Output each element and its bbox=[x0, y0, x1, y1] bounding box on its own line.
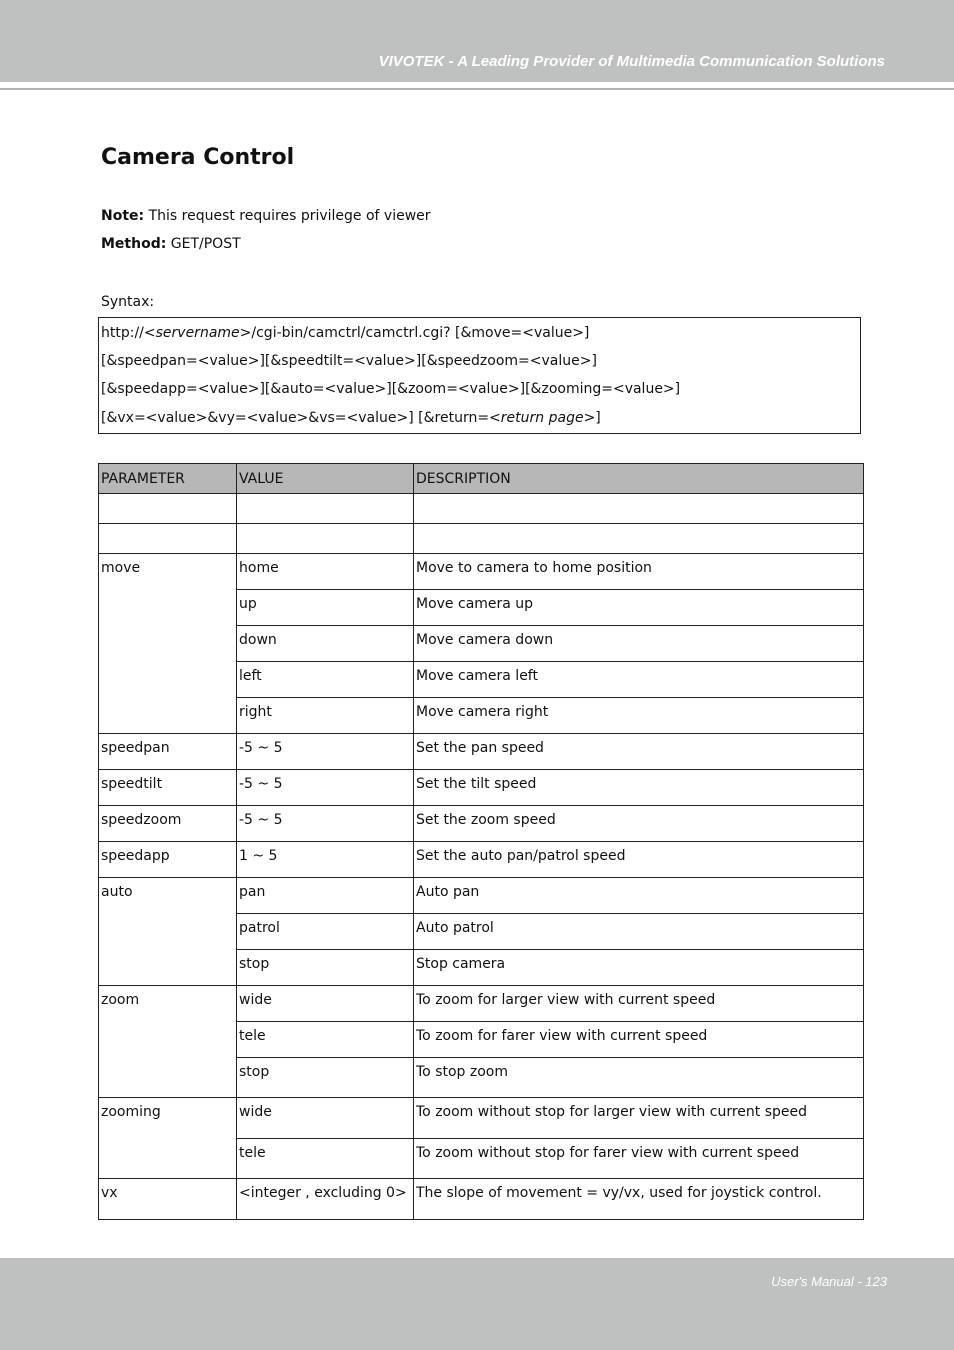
value-cell: up bbox=[237, 590, 414, 626]
table-row bbox=[99, 554, 864, 590]
value-cell: patrol bbox=[237, 914, 414, 950]
description-cell: Move camera down bbox=[414, 626, 864, 662]
description-cell: To zoom without stop for larger view with current speed bbox=[414, 1098, 864, 1139]
value-cell: down bbox=[237, 626, 414, 662]
value-cell: -5 ~ 5 bbox=[237, 770, 414, 806]
description-cell: Set the pan speed bbox=[414, 734, 864, 770]
method-label: Method: bbox=[101, 236, 167, 252]
value-cell: wide bbox=[237, 1098, 414, 1139]
syntax-text: >/cgi-bin/camctrl/camctrl.cgi? [&move=<value>] bbox=[239, 325, 590, 341]
column-header-description: DESCRIPTION bbox=[414, 464, 864, 494]
description-cell: To zoom without stop for farer view with current speed bbox=[414, 1139, 864, 1179]
table-row bbox=[99, 986, 864, 1022]
value-cell: -5 ~ 5 bbox=[237, 734, 414, 770]
page-title: Camera Control bbox=[101, 145, 295, 170]
value-cell: right bbox=[237, 698, 414, 734]
syntax-servername: servername bbox=[155, 325, 240, 341]
syntax-line-3: [&speedapp=<value>][&auto=<value>][&zoom=<value>][&zooming=<value>] bbox=[101, 381, 681, 397]
description-cell: To zoom for larger view with current speed bbox=[414, 986, 864, 1022]
column-header-value: VALUE bbox=[237, 464, 414, 494]
value-cell: tele bbox=[237, 1139, 414, 1179]
description-cell: To zoom for farer view with current speed bbox=[414, 1022, 864, 1058]
value-cell: tele bbox=[237, 1022, 414, 1058]
syntax-line-1 bbox=[101, 325, 589, 341]
syntax-label: Syntax: bbox=[101, 294, 155, 310]
syntax-box bbox=[98, 317, 861, 434]
description-cell: Move camera right bbox=[414, 698, 864, 734]
page-footer bbox=[0, 1258, 954, 1350]
param-cell: vx bbox=[99, 1179, 237, 1220]
table-row bbox=[99, 878, 864, 914]
header-rule bbox=[0, 88, 954, 90]
value-cell: stop bbox=[237, 1058, 414, 1098]
param-cell: auto bbox=[99, 878, 237, 986]
value-cell: pan bbox=[237, 878, 414, 914]
column-header-parameter: PARAMETER bbox=[99, 464, 237, 494]
description-cell: Move to camera to home position bbox=[414, 554, 864, 590]
param-cell: zoom bbox=[99, 986, 237, 1098]
syntax-line-4 bbox=[101, 410, 601, 426]
note-text: This request requires privilege of viewer bbox=[144, 208, 431, 224]
description-cell: Stop camera bbox=[414, 950, 864, 986]
description-cell: Move camera up bbox=[414, 590, 864, 626]
table-header-row bbox=[99, 464, 864, 494]
footer-page-label: User's Manual - 123 bbox=[771, 1274, 887, 1289]
param-cell: speedtilt bbox=[99, 770, 237, 806]
param-cell: speedapp bbox=[99, 842, 237, 878]
header-brand-line: VIVOTEK - A Leading Provider of Multimedia Communication Solutions bbox=[378, 53, 885, 70]
table-row bbox=[99, 770, 864, 806]
syntax-text: http://< bbox=[101, 325, 156, 341]
note-line bbox=[101, 208, 431, 224]
description-cell: Set the tilt speed bbox=[414, 770, 864, 806]
value-cell: -5 ~ 5 bbox=[237, 806, 414, 842]
description-cell: The slope of movement = vy/vx, used for joystick control. bbox=[414, 1179, 864, 1220]
table-row bbox=[99, 842, 864, 878]
value-cell: left bbox=[237, 662, 414, 698]
description-cell: Auto patrol bbox=[414, 914, 864, 950]
description-cell: Set the zoom speed bbox=[414, 806, 864, 842]
method-text: GET/POST bbox=[166, 236, 241, 252]
value-cell: home bbox=[237, 554, 414, 590]
value-cell: 1 ~ 5 bbox=[237, 842, 414, 878]
table-row-empty bbox=[99, 494, 864, 524]
syntax-text: [&vx=<value>&vy=<value>&vs=<value>] [&return=< bbox=[101, 410, 501, 426]
description-cell: Set the auto pan/patrol speed bbox=[414, 842, 864, 878]
description-cell: Auto pan bbox=[414, 878, 864, 914]
value-cell: stop bbox=[237, 950, 414, 986]
syntax-text: >] bbox=[583, 410, 601, 426]
table-row bbox=[99, 806, 864, 842]
description-cell: To stop zoom bbox=[414, 1058, 864, 1098]
table-row-empty bbox=[99, 524, 864, 554]
table-row bbox=[99, 734, 864, 770]
param-cell: speedzoom bbox=[99, 806, 237, 842]
param-cell: move bbox=[99, 554, 237, 734]
table-row bbox=[99, 1098, 864, 1139]
method-line bbox=[101, 236, 241, 252]
table-row bbox=[99, 1179, 864, 1220]
page-header bbox=[0, 0, 954, 82]
param-cell: zooming bbox=[99, 1098, 237, 1179]
parameter-table bbox=[98, 463, 864, 1220]
value-cell: <integer , excluding 0> bbox=[237, 1179, 414, 1220]
value-cell: wide bbox=[237, 986, 414, 1022]
param-cell: speedpan bbox=[99, 734, 237, 770]
note-label: Note: bbox=[101, 208, 145, 224]
syntax-line-2: [&speedpan=<value>][&speedtilt=<value>][&speedzoom=<value>] bbox=[101, 353, 597, 369]
description-cell: Move camera left bbox=[414, 662, 864, 698]
syntax-return-page: return page bbox=[500, 410, 584, 426]
